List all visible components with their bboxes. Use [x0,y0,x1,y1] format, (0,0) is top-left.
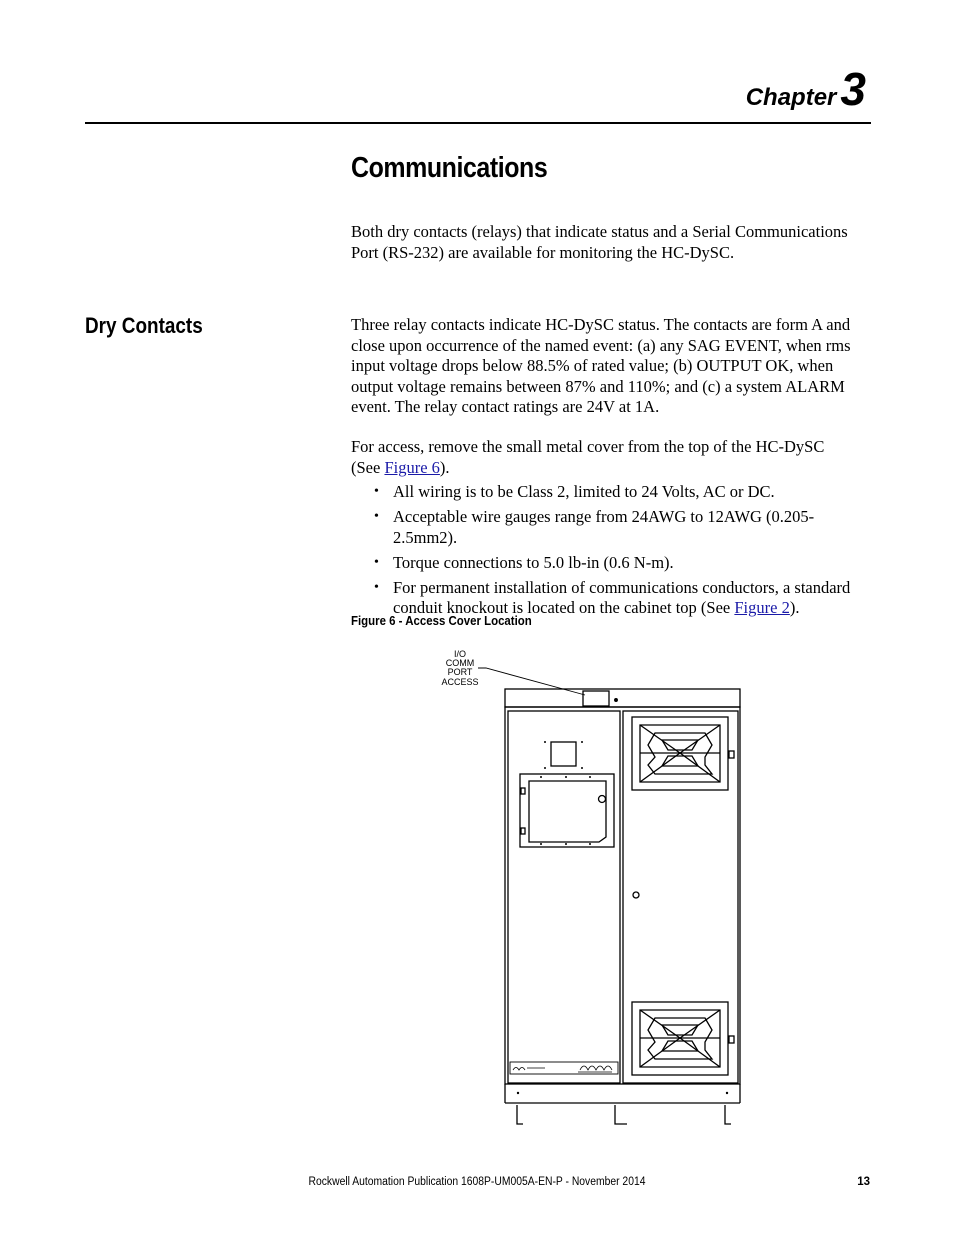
figure-caption: Figure 6 - Access Cover Location [351,613,532,628]
bullet-text: Acceptable wire gauges range from 24AWG to 12AWG (0.205-2.5mm2). [393,507,815,547]
callout-line-3: PORT [447,667,473,677]
bullet-text-post: ). [789,598,800,617]
bullet-icon: • [374,554,379,570]
callout-line-1: I/O [453,649,467,659]
chapter-number: 3 [840,63,866,115]
lower-vent-grille [632,1002,728,1075]
chapter-word: Chapter [745,84,837,111]
cabinet-top [505,689,740,707]
display-window [551,742,576,766]
inner-panel [520,774,614,847]
bullet-text: Torque connections to 5.0 lb-in (0.6 N-m). [393,552,674,572]
left-door [508,711,620,1083]
io-comm-port-access-cover [583,691,609,706]
access-text-pre: (See [351,457,385,477]
figure-6-link[interactable]: Figure 6 [384,457,440,477]
bullet-text-line1: For permanent installation of communications conductors, a standard [393,577,851,597]
page-title: Communications [351,152,548,184]
section-heading-dry-contacts: Dry Contacts [85,313,203,338]
cabinet-foot [725,1105,731,1124]
brand-logo [513,1066,612,1072]
bullet-text: All wiring is to be Class 2, limited to 24 Volts, AC or DC. [393,482,775,501]
cabinet-foot [615,1105,627,1124]
bullet-icon: • [374,484,379,499]
access-text-line1: For access, remove the small metal cover from the top of the HC-DySC [351,437,825,456]
callout-line-2: COMM [445,658,475,668]
footer-publication: Rockwell Automation Publication 1608P-UM005A-EN-P - November 2014 [308,1176,646,1188]
figure-2-link[interactable]: Figure 2 [734,598,790,617]
cabinet-foot [517,1105,523,1124]
door-latch [633,892,639,898]
dry-contacts-paragraph: Three relay contacts indicate HC-DySC status. The contacts are form A and close upon occurrence of the named event: (a) any SAG EVENT, when rms input voltage drops below 88.5% of rated value; (b) OUTPUT OK, when output voltage remains between 87% and 110%; and (c) a system ALARM event. The relay contact ratings are 24V at 1A. [351,315,851,416]
callout-leader-line [478,668,585,695]
upper-vent-grille [632,717,728,790]
page-number: 13 [857,1176,870,1188]
access-text-post: ). [439,457,450,477]
callout-line-4: ACCESS [441,677,479,687]
intro-paragraph: Both dry contacts (relays) that indicate status and a Serial Communications Port (RS-232) are available for monitoring the HC-DySC. [351,222,848,262]
bullet-text-pre: conduit knockout is located on the cabinet top (See [393,598,735,617]
bullet-icon: • [374,509,379,524]
bullet-icon: • [374,579,379,595]
inner-panel-plate [529,781,606,842]
